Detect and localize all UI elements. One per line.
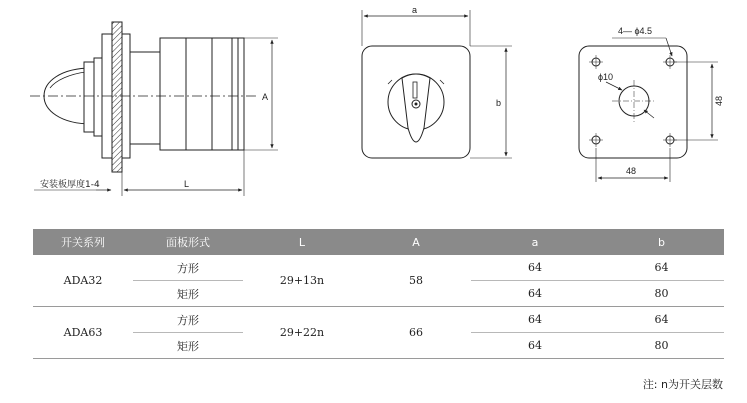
hole-label: 4— ϕ4.5 [618,26,653,36]
footnote: 注: n为开关层数 [642,378,723,391]
center-hole-label: ϕ10 [598,72,614,82]
header-b: b [599,229,724,255]
mounting-plate [112,22,122,172]
a-cell: 64 [471,333,599,359]
table-header-row [33,229,724,255]
panel-cell: 方形 [133,255,243,281]
dim-b-label: b [496,98,502,108]
dim-48-vertical-label: 48 [714,95,724,106]
header-panel-type: 面板形式 [133,229,243,255]
header-L: L [243,229,361,255]
b-cell: 64 [599,307,724,333]
header-A: A [361,229,471,255]
spec-table [33,229,724,359]
table-row [33,255,724,281]
dim-A-label: A [262,92,269,102]
b-cell: 64 [599,255,724,281]
side-view-drawing [30,22,278,196]
header-a: a [471,229,599,255]
b-cell: 80 [599,281,724,307]
table-row [33,307,724,333]
series-cell: ADA32 [33,255,133,307]
dim-48-horizontal-label: 48 [626,166,637,176]
L-cell: 29+22n [243,307,361,359]
knob-body [84,62,94,132]
A-cell: 58 [361,255,471,307]
a-cell: 64 [471,255,599,281]
panel-cell: 方形 [133,307,243,333]
plate-thickness-label: 安装板厚度1-4 [40,180,100,190]
cutout-view-drawing [579,38,718,182]
panel-cell: 矩形 [133,281,243,307]
dim-a-label: a [412,5,418,15]
series-cell: ADA63 [33,307,133,359]
a-cell: 64 [471,281,599,307]
a-cell: 64 [471,307,599,333]
panel-cell: 矩形 [133,333,243,359]
L-cell: 29+13n [243,255,361,307]
dim-L-label: L [184,179,190,189]
front-view-drawing [362,10,512,158]
A-cell: 66 [361,307,471,359]
header-series: 开关系列 [33,229,133,255]
b-cell: 80 [599,333,724,359]
switch-body [160,38,244,150]
